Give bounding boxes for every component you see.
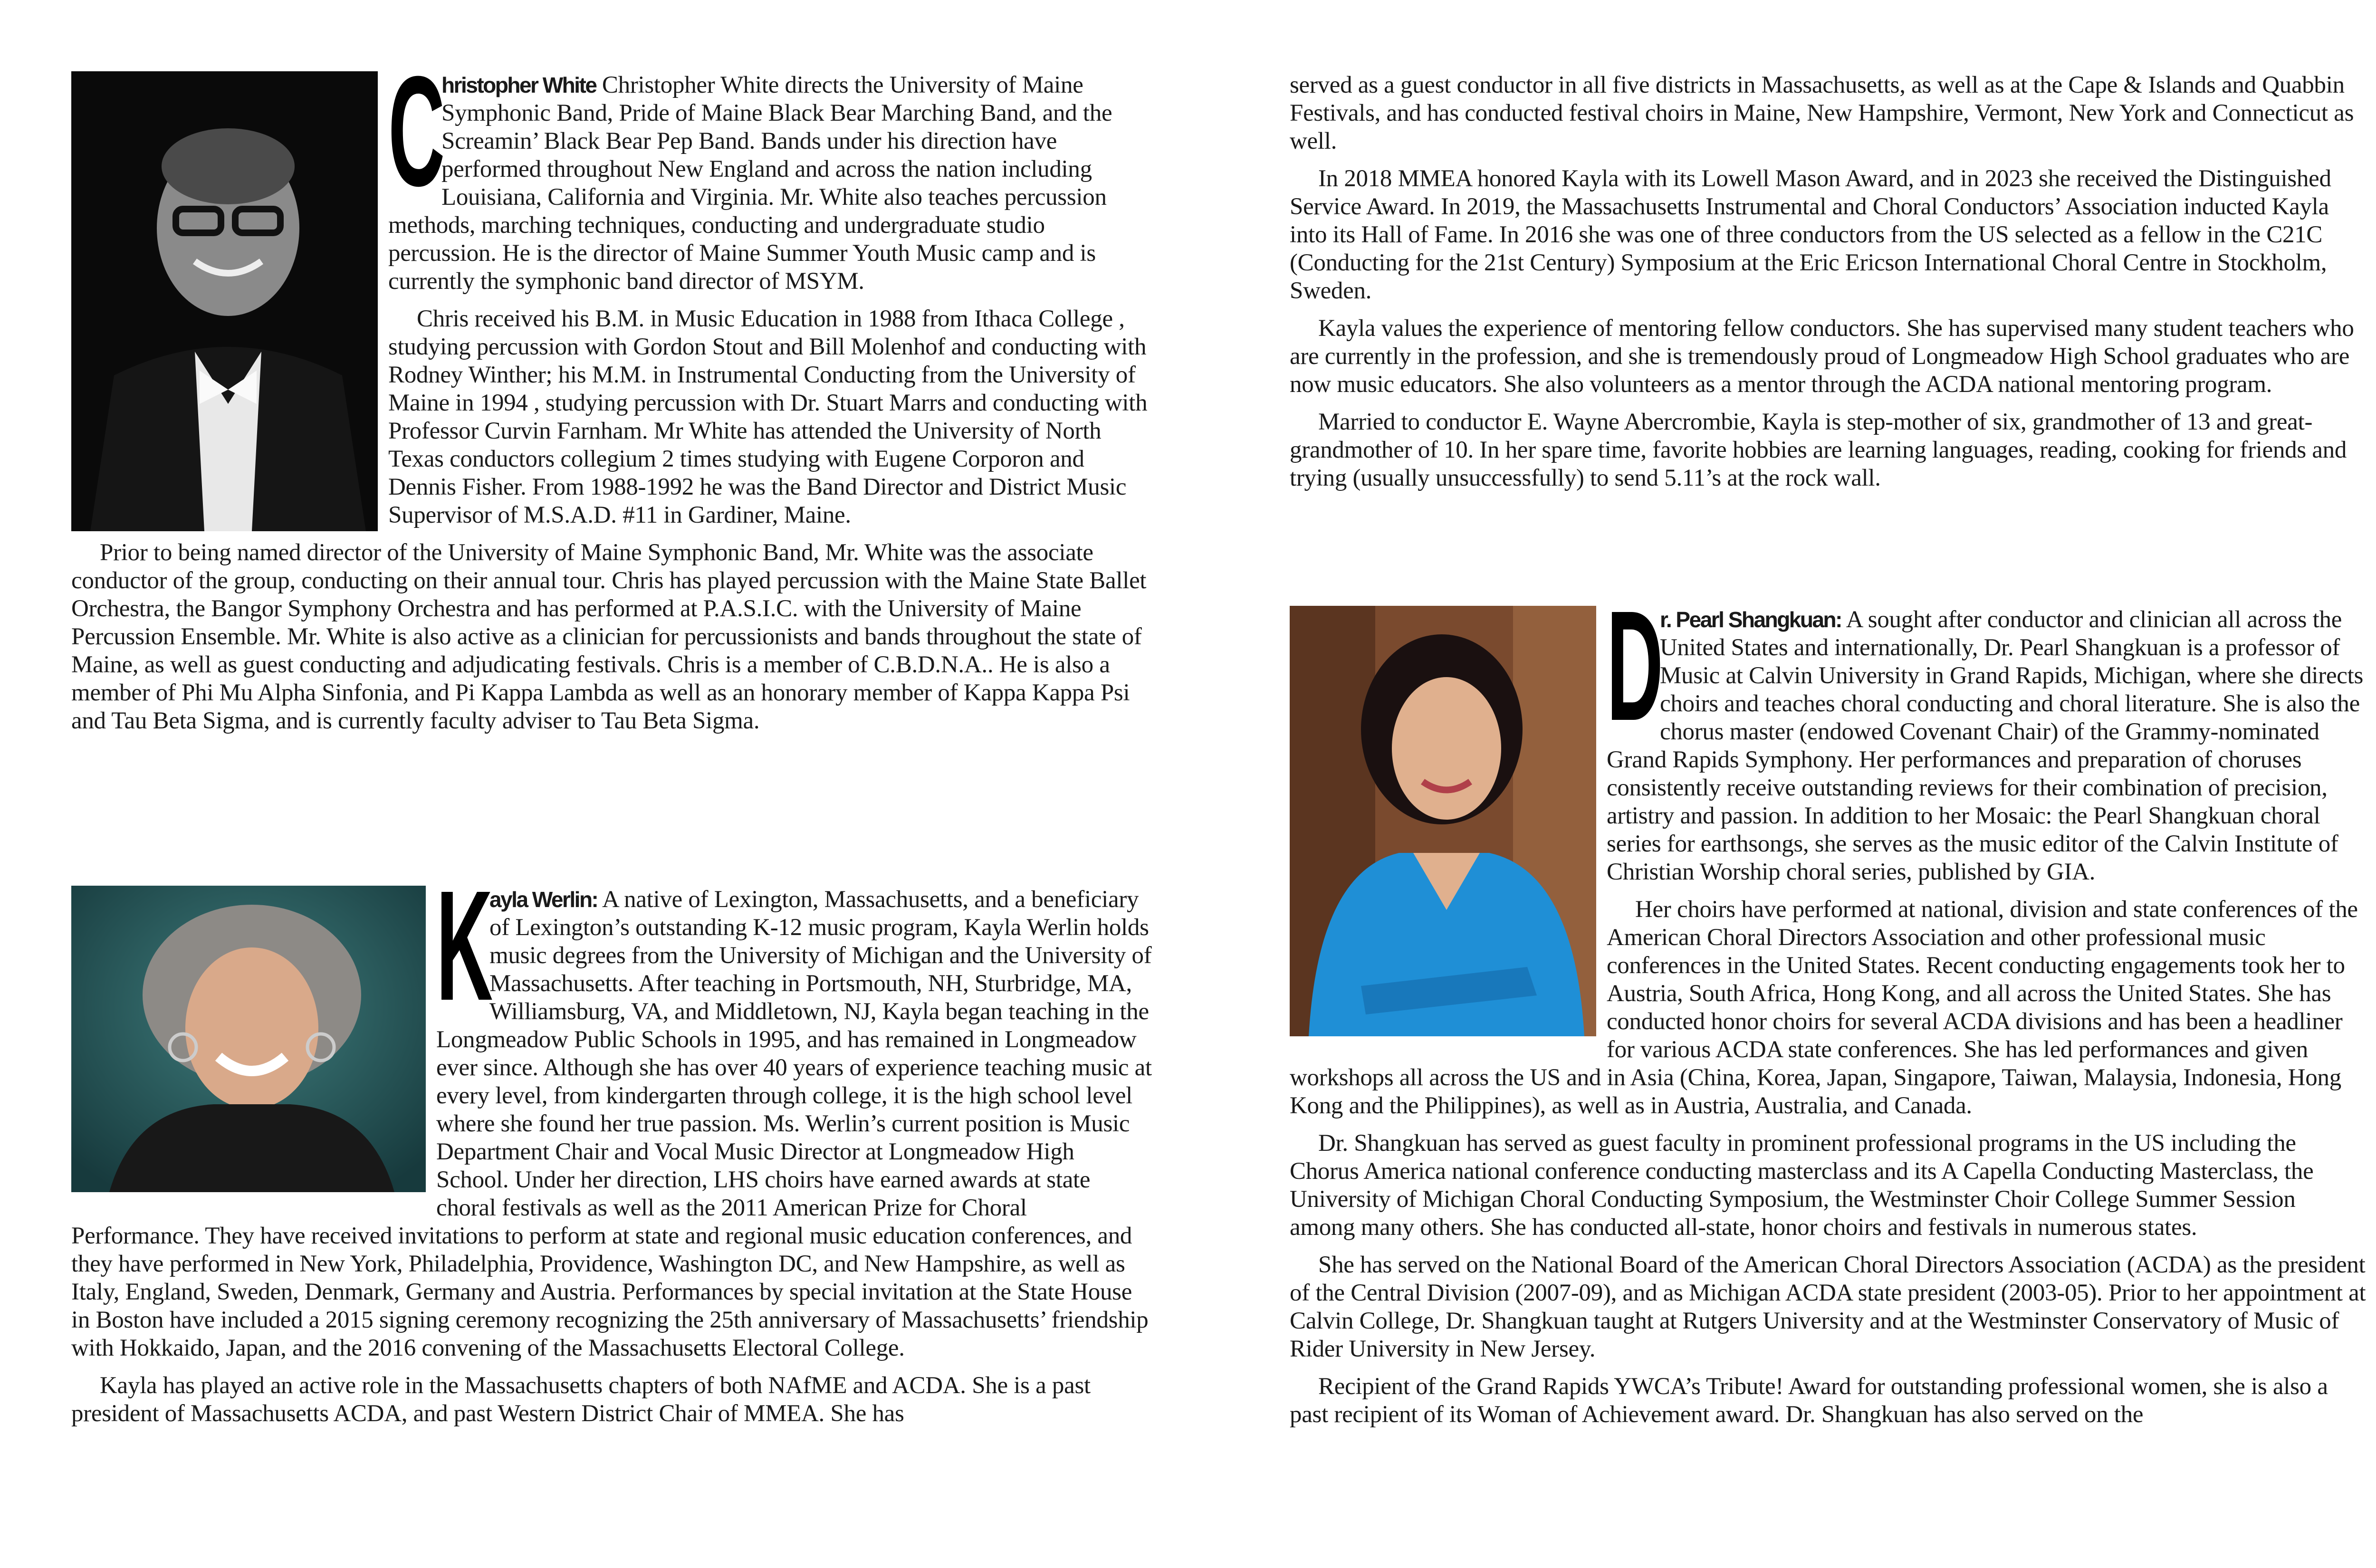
bio-name: hristopher White — [441, 73, 596, 97]
bio-paragraph: Married to conductor E. Wayne Abercrombie, Kayla is step-mother of six, grandmother of 13 and great-grandmother of 10. In her spare time, favorite hobbies are learning languages, reading, cooking for friends and trying (usually unsuccessfully) to send 5.11’s at the rock wall. — [1290, 409, 2347, 491]
drop-cap: C — [388, 43, 445, 219]
bio-pearl-shangkuan — [1290, 578, 2366, 1438]
drop-cap: D — [1607, 578, 1664, 753]
bio-name: r. Pearl Shangkuan: — [1660, 607, 1841, 632]
bio-kayla-werlin-continued — [1290, 71, 2366, 502]
bio-paragraph: Christopher White directs the University of Maine Symphonic Band, Pride of Maine Black Bear Marching Band, and the Screamin’ Black Bear Pep Band. Bands under his direction have performed throughout New England and across the nation including Louisiana, California and Virginia. Mr. White also teaches percussion methods, marching techniques, conducting and undergraduate studio percussion. He is the director of Maine Summer Youth Music camp and is currently the symphonic band director of MSYM. — [388, 72, 1112, 295]
bio-paragraph: served as a guest conductor in all five districts in Massachusetts, as well as at the Cape & Islands and Quabbin Festivals, and has conducted festival choirs in Maine, New Hampshire, Vermont, New York and Connecticut as well. — [1290, 72, 2354, 154]
photo-pearl-shangkuan — [1290, 606, 1596, 1036]
bio-kayla-werlin — [71, 858, 1152, 1437]
drop-cap: K — [436, 858, 493, 1033]
bio-paragraph: Kayla has played an active role in the Massachusetts chapters of both NAfME and ACDA. She is a past president of Massachusetts ACDA, and past Western District Chair of MMEA. She has — [71, 1372, 1091, 1427]
bio-paragraph: She has served on the National Board of the American Choral Directors Association (ACDA) as the president of the Central Division (2007-09), and as Michigan ACDA state president (2003-05). Prior to her appointment at Calvin College, Dr. Shangkuan taught at Rutgers University and at the Westminster Conservatory of Music of Rider University in New Jersey. — [1290, 1252, 2366, 1362]
bio-name: ayla Werlin: — [489, 887, 598, 912]
bio-christopher-white — [71, 43, 1152, 745]
photo-kayla-werlin — [71, 886, 426, 1192]
bio-paragraph: Dr. Shangkuan has served as guest faculty in prominent professional programs in the US including the Chorus America national conference conducting masterclass and its A Capella Conducting Masterclass, the University of Michigan Choral Conducting Symposium, the Westminster Choir College Summer Session among many others. She has conducted all-state, honor choirs and festivals in numerous states. — [1290, 1130, 2314, 1241]
bio-paragraph: A native of Lexington, Massachusetts, and a beneficiary of Lexington’s outstanding K-12 music program, Kayla Werlin holds music degrees from the University of Michigan and the University of Massachusetts. After teaching in Portsmouth, NH, Sturbridge, MA, Williamsburg, VA, and Middletown, NJ, Kayla began teaching in the Longmeadow Public Schools in 1995, and has remained in Longmeadow ever since. Although she has over 40 years of experience teaching music at every level, from kindergarten through college, it is the high school level where she found her true passion. Ms. Werlin’s current position is Music Department Chair and Vocal Music Director at Longmeadow High School. Under her direction, LHS choirs have earned awards at state choral festivals as well as the 2011 American Prize for Choral Performance. They have received invitations to perform at state and regional music education conferences, and they have performed in New York, Philadelphia, Providence, Washington DC, and New Hampshire, as well as Italy, England, Sweden, Denmark, Germany and Austria. Performances by special invitation at the State House in Boston have included a 2015 signing ceremony recognizing the 25th anniversary of Massachusetts’ friendship with Hokkaido, Japan, and the 2016 convening of the Massachusetts Electoral College. — [71, 886, 1152, 1361]
bio-paragraph: In 2018 MMEA honored Kayla with its Lowell Mason Award, and in 2023 she received the Distinguished Service Award. In 2019, the Massachusetts Instrumental and Choral Conductors’ Association inducted Kayla into its Hall of Fame. In 2016 she was one of three conductors from the US selected as a fellow in the C21C (Conducting for the 21st Century) Symposium at the Eric Ericson International Choral Centre in Stockholm, Sweden. — [1290, 165, 2331, 304]
photo-christopher-white — [71, 71, 378, 531]
bio-paragraph: Kayla values the experience of mentoring fellow conductors. She has supervised many student teachers who are currently in the profession, and she is tremendously proud of Longmeadow High School graduates who are now music educators. She also volunteers as a mentor through the ACDA national mentoring program. — [1290, 315, 2354, 398]
bio-paragraph: A sought after conductor and clinician all across the United States and internationally, Dr. Pearl Shangkuan is a professor of Music at Calvin University in Grand Rapids, Michigan, where she directs choirs and teaches choral conducting and choral literature. She is also the chorus master (endowed Covenant Chair) of the Grammy-nominated Grand Rapids Symphony. Her performances and preparation of choruses consistently receive outstanding reviews for their combination of precision, artistry and passion. In addition to her Mosaic: the Pearl Shangkuan choral series for earthsongs, she serves as the music editor of the Calvin Institute of Christian Worship choral series, published by GIA. — [1607, 606, 2364, 885]
bio-paragraph: Chris received his B.M. in Music Education in 1988 from Ithaca College , studying percussion with Gordon Stout and Bill Molenhof and conducting with Rodney Winther; his M.M. in Instrumental Conducting from the University of Maine in 1994 , studying percussion with Dr. Stuart Marrs and conducting with Professor Curvin Farnham. Mr White has attended the University of North Texas conductors collegium 2 times studying with Eugene Corporon and Dennis Fisher. From 1988-1992 he was the Band Director and District Music Supervisor of M.S.A.D. #11 in Gardiner, Maine. — [388, 306, 1148, 528]
bio-paragraph: Her choirs have performed at national, division and state conferences of the American Choral Directors Association and other professional music conferences in the United States. Recent conducting engagements took her to Austria, South Africa, Hong Kong, and all across the United States. She has conducted honor choirs for several ACDA divisions and has been a headliner for various ACDA state conferences. She has led performances and given workshops all across the US and in Asia (China, Korea, Japan, Singapore, Taiwan, Malaysia, Indonesia, Hong Kong and the Philippines), as well as in Austria, Australia, and Canada. — [1290, 896, 2358, 1119]
bio-paragraph: Prior to being named director of the University of Maine Symphonic Band, Mr. White was the associate conductor of the group, conducting on their annual tour. Chris has played percussion with the Maine State Ballet Orchestra, the Bangor Symphony Orchestra and has performed at P.A.S.I.C. with the University of Maine Percussion Ensemble. Mr. White is also active as a clinician for percussionists and bands throughout the state of Maine, as well as guest conducting and adjudicating festivals. Chris is a member of C.B.D.N.A.. He is also a member of Phi Mu Alpha Sinfonia, and Pi Kappa Lambda as well as an honorary member of Kappa Kappa Psi and Tau Beta Sigma, and is currently faculty adviser to Tau Beta Sigma. — [71, 539, 1147, 734]
bio-paragraph: Recipient of the Grand Rapids YWCA’s Tribute! Award for outstanding professional women, she is also a past recipient of its Woman of Achievement award. Dr. Shangkuan has also served on the — [1290, 1373, 2328, 1428]
